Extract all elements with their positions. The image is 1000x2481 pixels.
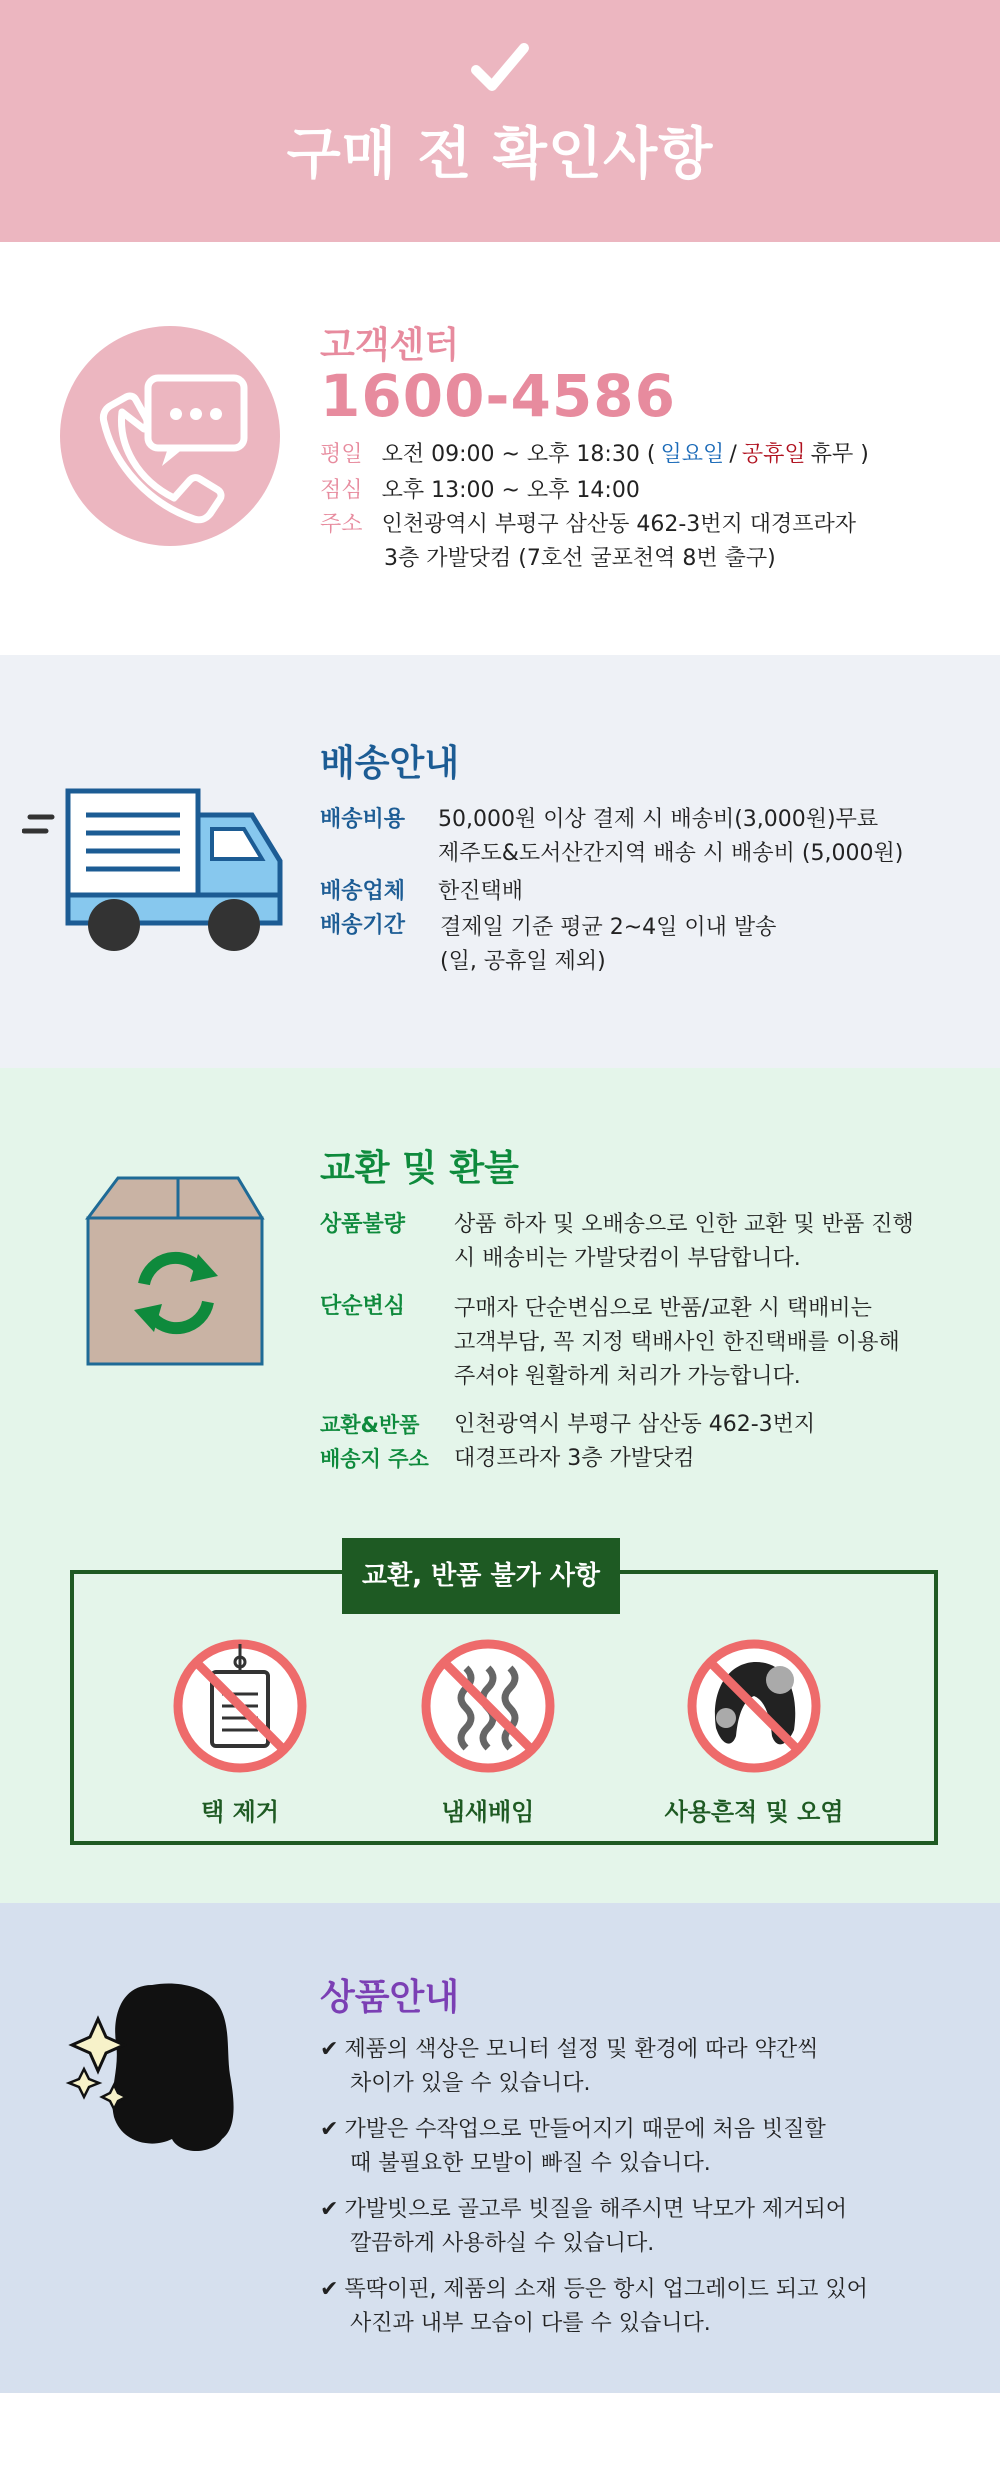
weekday-hours: 오전 09:00 ~ 오후 18:30 (: [381, 442, 656, 467]
return-address-label-2: 배송지 주소: [320, 1447, 429, 1471]
no-return-stain-label: 사용흔적 및 오염: [664, 1798, 844, 1826]
info-item-2-line-1: 가발은 수작업으로 만들어지기 때문에 처음 빗질할: [344, 2117, 826, 2142]
defect-line-1: 상품 하자 및 오배송으로 인한 교환 및 반품 진행: [454, 1212, 914, 1237]
no-return-tag-label: 택 제거: [201, 1798, 279, 1826]
phone-chat-icon: [60, 326, 280, 546]
product-info-section: [0, 1903, 1000, 2393]
refund-title: 교환 및 환불: [320, 1148, 519, 1189]
exchange-box-icon: [82, 1172, 272, 1372]
check-icon: ✔: [320, 2117, 339, 2142]
lunch-hours: 오후 13:00 ~ 오후 14:00: [381, 478, 640, 503]
shipping-section: [0, 655, 1000, 1068]
simple-change-label: 단순변심: [320, 1294, 406, 1319]
carrier-value: 한진택배: [438, 879, 524, 904]
sunday-text: 일요일: [660, 442, 725, 467]
page-footer-space: [0, 2393, 1000, 2481]
info-item-3-line-1: 가발빗으로 골고루 빗질을 해주시면 낙모가 제거되어: [344, 2197, 847, 2222]
defect-line-2: 시 배송비는 가발닷컴이 부담합니다.: [454, 1246, 801, 1271]
phone-number: 1600-4586: [320, 362, 676, 430]
info-item-3: [320, 2193, 847, 2261]
product-info-title: 상품안내: [320, 1977, 460, 2018]
defect-label: 상품불량: [320, 1212, 406, 1237]
page-title: 구매 전 확인사항: [286, 122, 714, 187]
simple-change-line-3: 주셔야 원활하게 처리가 가능합니다.: [454, 1364, 801, 1389]
simple-change-line-1: 구매자 단순변심으로 반품/교환 시 택배비는: [454, 1296, 872, 1321]
return-address-line-1: 인천광역시 부평구 삼산동 462-3번지: [454, 1412, 816, 1437]
info-item-1: [320, 2033, 818, 2101]
info-item-4-line-2: 사진과 내부 모습이 다를 수 있습니다.: [350, 2311, 711, 2336]
period-line-1: 결제일 기준 평균 2~4일 이내 발송: [440, 915, 777, 940]
check-icon: ✔: [320, 2277, 339, 2302]
closed-text: 휴무 ): [810, 442, 869, 467]
tag-removed-icon: [172, 1638, 308, 1774]
info-item-3-line-2: 깔끔하게 사용하실 수 있습니다.: [350, 2231, 655, 2256]
info-item-4-line-1: 똑딱이핀, 제품의 소재 등은 항시 업그레이드 되고 있어: [344, 2277, 868, 2302]
address-line-2: 3층 가발닷컴 (7호선 굴포천역 8번 출구): [384, 546, 776, 571]
shipping-title: 배송안내: [320, 743, 460, 784]
simple-change-line-2: 고객부담, 꼭 지정 택배사인 한진택배를 이용해: [454, 1330, 900, 1355]
wig-sparkle-icon: [62, 1979, 262, 2159]
shipping-cost-line-1: 50,000원 이상 결제 시 배송비(3,000원)무료: [438, 807, 879, 832]
hours-weekday-row: [320, 438, 869, 472]
shipping-cost-line-2: 제주도&도서산간지역 배송 시 배송비 (5,000원): [438, 841, 904, 866]
slash-text: /: [729, 442, 737, 467]
address-row: [320, 508, 856, 542]
check-icon: ✔: [320, 2037, 339, 2062]
info-item-2: [320, 2113, 826, 2181]
customer-center-title: 고객센터: [320, 325, 460, 366]
return-address-line-2: 대경프라자 3층 가발닷컴: [454, 1446, 695, 1471]
info-item-1-line-1: 제품의 색상은 모니터 설정 및 환경에 따라 약간씩: [344, 2037, 819, 2062]
weekday-label: 평일: [320, 442, 363, 467]
delivery-truck-icon: [22, 775, 292, 965]
check-icon: ✔: [320, 2197, 339, 2222]
smell-icon: [420, 1638, 556, 1774]
period-line-2: (일, 공휴일 제외): [440, 949, 606, 974]
info-item-4: [320, 2273, 868, 2341]
address-label: 주소: [320, 512, 363, 537]
no-return-title: 교환, 반품 불가 사항: [342, 1538, 620, 1614]
info-item-2-line-2: 때 불필요한 모발이 빠질 수 있습니다.: [350, 2151, 711, 2176]
customer-center-section: [0, 242, 1000, 655]
header-banner: [0, 0, 1000, 242]
period-label: 배송기간: [320, 913, 406, 938]
lunch-label: 점심: [320, 478, 363, 503]
return-address-label-1: 교환&반품: [320, 1413, 420, 1437]
no-return-smell-label: 냄새배임: [441, 1798, 535, 1826]
shipping-cost-label: 배송비용: [320, 807, 406, 832]
checkmark-icon: [470, 40, 530, 100]
holiday-text: 공휴일: [741, 442, 806, 467]
address-line-1: 인천광역시 부평구 삼산동 462-3번지 대경프라자: [381, 512, 857, 537]
carrier-label: 배송업체: [320, 879, 406, 904]
stain-wig-icon: [686, 1638, 822, 1774]
hours-lunch-row: [320, 474, 640, 508]
info-item-1-line-2: 차이가 있을 수 있습니다.: [350, 2071, 591, 2096]
